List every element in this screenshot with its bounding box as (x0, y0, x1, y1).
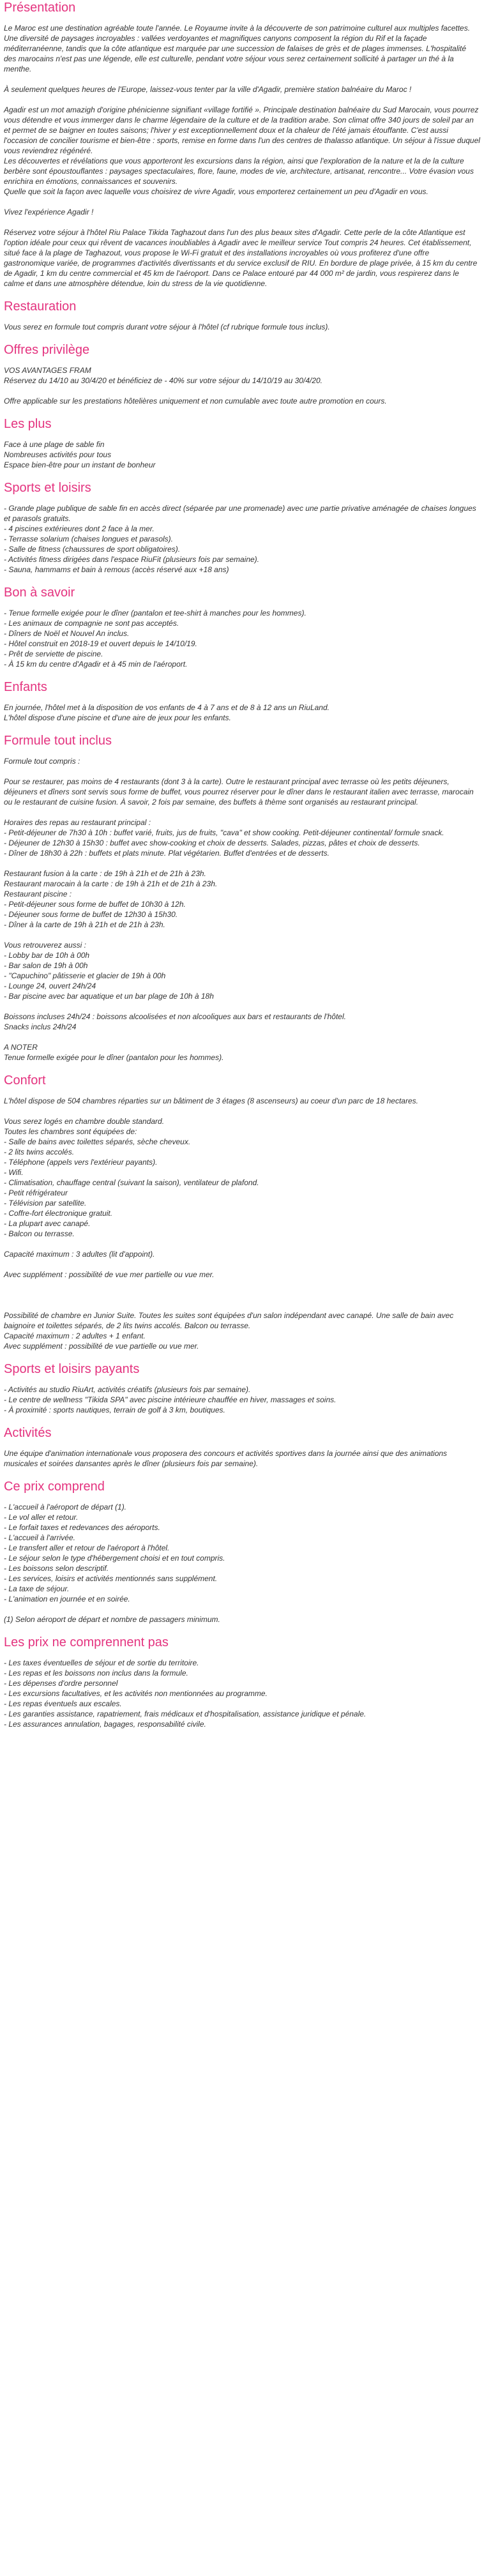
section-paragraph: En journée, l'hôtel met à la disposition de vos enfants de 4 à 7 ans et de 8 à 12 ans un RiuLand. L'hôtel dispose d'une piscine et d'une aire de jeux pour les enfants. (4, 703, 329, 722)
section-paragraph: A NOTER Tenue formelle exigée pour le dîner (pantalon pour les hommes). (4, 1043, 224, 1062)
section-paragraph: Capacité maximum : 3 adultes (lit d'appoint). (4, 1250, 155, 1259)
section-paragraph: Possibilité de chambre en Junior Suite. Toutes les suites sont équipées d'un salon indépendant avec canapé. Une salle de bain avec baignoire et toilettes séparés, de 2 lits twins accolés. Balcon ou terrasse. Capacité maximum : 2 adultes + 1 enfant. Avec supplément : possibilité de vue partielle ou vue mer. (4, 1311, 454, 1351)
section-paragraph: - Grande plage publique de sable fin en accès direct (séparée par une promenade) avec une partie privative aménagée de chaises longues et parasols gratuits. - 4 piscines extérieures dont 2 face à la mer. - Terrasse solarium (chaises longues et parasols). - Salle de fitness (chaussures de sport obligatoires). - Activités fitness dirigées dans l'espace RiuFit (plusieurs fois par semaine). - Sauna, hammams et bain à remous (accès réservé aux +18 ans) (4, 504, 476, 574)
paragraph-spacer (4, 1032, 480, 1042)
paragraph-spacer (4, 807, 480, 817)
section-8 (4, 1073, 480, 1351)
section-title: Activités (4, 1426, 52, 1440)
paragraph-spacer (4, 1280, 480, 1290)
section-9 (4, 1361, 480, 1415)
section-title: Formule tout inclus (4, 734, 112, 748)
paragraph-spacer (4, 386, 480, 396)
section-5 (4, 585, 480, 669)
paragraph-spacer (4, 858, 480, 868)
section-title: Bon à savoir (4, 586, 75, 600)
section-6 (4, 679, 480, 723)
section-3 (4, 416, 480, 470)
section-paragraph (4, 1290, 480, 1300)
section-paragraph: - Les taxes éventuelles de séjour et de sortie du territoire. - Les repas et les boissons non inclus dans la formule. - Les dépenses d'ordre personnel - Les excursions facultatives, et les activités non mentionnées au programme. - Les repas éventuels aux escales. - Les garanties assistance, rapatriement, frais médicaux et d'hospitalisation, assistance juridique et pénale. - Les assurances annulation, bagages, responsabilité civile. (4, 1658, 367, 1729)
section-paragraph: Le Maroc est une destination agréable toute l'année. Le Royaume invite à la découverte de son patrimoine culturel aux multiples facettes. Une diversité de paysages incroyables : vallées verdoyantes et magnifiques canyons composent la région du Rif et la façade méditerranéenne, tandis que la côte atlantique est marquée par une succession de falaises de grès et de plages immenses. L'hospitalité des marocains n'est pas une légende, elle est culturelle, pendant votre séjour vous serez certainement sollicité à partager un thé à la menthe. (4, 24, 471, 73)
section-paragraph: Pour se restaurer, pas moins de 4 restaurants (dont 3 à la carte). Outre le restaurant principal avec terrasse où les petits déjeuners, déjeuners et dîners sont servis sous forme de buffet, vous pourrez réserver pour le dîner dans le restaurant italien avec terrasse, marocain ou le restaurant de cuisine fusion. À savoir, 2 fois par semaine, des buffets à thème sont organisés au restaurant principal. (4, 777, 474, 807)
paragraph-spacer (4, 930, 480, 940)
section-paragraph: - L'accueil à l'aéroport de départ (1). - Le vol aller et retour. - Le forfait taxes et redevances des aéroports. - L'accueil à l'arrivée. - Le transfert aller et retour de l'aéroport à l'hôtel. - Le séjour selon le type d'hébergement choisi et en tout compris. - Les boissons selon descriptif. - Les services, loisirs et activités mentionnés sans supplément. - La taxe de séjour. - L'animation en journée et en soirée. (4, 1503, 225, 1603)
section-title: Offres privilège (4, 343, 90, 357)
section-paragraph: Réservez votre séjour à l'hôtel Riu Palace Tikida Taghazout dans l'un des plus beaux sites d'Agadir. Cette perle de la côte Atlantique est l'option idéale pour ceux qui rêvent de vacances inoubliables à Agadir avec le meilleur service Tout compris 24 heures. Cet établissement, situé face à la plage de Taghazout, vous propose le Wi-Fi gratuit et des installations incroyables où vous profiterez d'une offre gastronomique variée, de programmes d'activités divertissants et du service exclusif de RIU. En bordure de plage privée, à 15 km du centre de Agadir, 1 km du centre commercial et 45 km de l'aéroport. Dans ce Palace entouré par 44 000 m² de jardin, vous respirerez dans le calme et dans une atmosphère détendue, loin du stress de la vie quotidienne. (4, 228, 478, 288)
section-title: Les prix ne comprennent pas (4, 1635, 169, 1649)
section-paragraph: Vous serez en formule tout compris durant votre séjour à l'hôtel (cf rubrique formule tous inclus). (4, 322, 330, 331)
paragraph-spacer (4, 217, 480, 227)
section-title: Sports et loisirs payants (4, 1362, 140, 1376)
section-4 (4, 480, 480, 575)
section-2 (4, 342, 480, 406)
section-paragraph: L'hôtel dispose de 504 chambres réparties sur un bâtiment de 3 étages (8 ascenseurs) au coeur d'un parc de 18 hectares. (4, 1096, 418, 1105)
section-12 (4, 1635, 480, 1729)
paragraph-spacer (4, 766, 480, 777)
paragraph-spacer (4, 95, 480, 105)
section-title: Confort (4, 1073, 46, 1087)
section-title: Restauration (4, 299, 77, 314)
paragraph-spacer (4, 1300, 480, 1310)
section-paragraph: Horaires des repas au restaurant principal : - Petit-déjeuner de 7h30 à 10h : buffet varié, fruits, jus de fruits, "cava" et show cooking. Petit-déjeuner continental/ formule snack. - Déjeuner de 12h30 à 15h30 : buffet avec show-cooking et choix de desserts. Salades, pizzas, pâtes et choix de desserts. - Dîner de 18h30 à 22h : buffets et plats minute. Plat végétarien. Buffet d'entrées et de desserts. (4, 818, 444, 858)
section-paragraph: Vous retrouverez aussi : - Lobby bar de 10h à 00h - Bar salon de 19h à 00h - "Capuchino" pâtisserie et glacier de 19h à 00h - Lounge 24, ouvert 24h/24 - Bar piscine avec bar aquatique et un bar plage de 10h à 18h (4, 941, 214, 1001)
section-paragraph: À seulement quelques heures de l'Europe, laissez-vous tenter par la ville d'Agadir, première station balnéaire du Maroc ! (4, 85, 412, 94)
paragraph-spacer (4, 74, 480, 84)
section-paragraph: VOS AVANTAGES FRAM Réservez du 14/10 au 30/4/20 et bénéficiez de - 40% sur votre séjour du 14/10/19 au 30/4/20. (4, 366, 323, 385)
section-paragraph: (1) Selon aéroport de départ et nombre de passagers minimum. (4, 1615, 220, 1624)
section-title: Ce prix comprend (4, 1480, 105, 1494)
section-paragraph: Face à une plage de sable fin Nombreuses activités pour tous Espace bien-être pour un instant de bonheur (4, 440, 156, 469)
section-paragraph: Offre applicable sur les prestations hôtelières uniquement et non cumulable avec toute autre promotion en cours. (4, 397, 387, 405)
section-paragraph: Une équipe d'animation internationale vous proposera des concours et activités sportives dans la journée ainsi que des animations musicales et soirées dansantes après le dîner (plusieurs fois par semaine). (4, 1449, 448, 1468)
section-title: Enfants (4, 680, 47, 694)
paragraph-spacer (4, 1106, 480, 1116)
paragraph-spacer (4, 1604, 480, 1614)
section-paragraph: - Tenue formelle exigée pour le dîner (pantalon et tee-shirt à manches pour les hommes). - Les animaux de compagnie ne sont pas acceptés. - Dîners de Noël et Nouvel An inclus. - Hôtel construit en 2018-19 et ouvert depuis le 14/10/19. - Prêt de serviette de piscine. - À 15 km du centre d'Agadir et à 45 min de l'aéroport. (4, 609, 306, 669)
section-1 (4, 299, 480, 332)
section-11 (4, 1479, 480, 1625)
section-paragraph: Restaurant fusion à la carte : de 19h à 21h et de 21h à 23h. Restaurant marocain à la carte : de 19h à 21h et de 21h à 23h. Restaurant piscine : - Petit-déjeuner sous forme de buffet de 10h30 à 12h. - Déjeuner sous forme de buffet de 12h30 à 15h30. - Dîner à la carte de 19h à 21h et de 21h à 23h. (4, 869, 218, 929)
section-0 (4, 0, 480, 289)
section-paragraph: - Activités au studio RiuArt, activités créatifs (plusieurs fois par semaine). - Le centre de wellness "Tikida SPA" avec piscine intérieure chauffée en hiver, massages et soins. - À proximité : sports nautiques, terrain de golf à 3 km, boutiques. (4, 1385, 337, 1414)
section-paragraph: Boissons incluses 24h/24 : boissons alcoolisées et non alcooliques aux bars et restaurants de l'hôtel. Snacks inclus 24h/24 (4, 1012, 346, 1031)
section-title: Présentation (4, 1, 76, 15)
section-title: Les plus (4, 417, 52, 431)
paragraph-spacer (4, 1239, 480, 1249)
section-10 (4, 1425, 480, 1469)
section-7 (4, 733, 480, 1063)
section-title: Sports et loisirs (4, 481, 91, 495)
section-paragraph: Vous serez logés en chambre double standard. Toutes les chambres sont équipées de: - Salle de bains avec toilettes séparés, sèche cheveux. - 2 lits twins accolés. - Téléphone (appels vers l'extérieur payants). - Wifi. - Climatisation, chauffage central (suivant la saison), ventilateur de plafond. - Petit réfrigérateur - Télévision par satellite. - Coffre-fort électronique gratuit. - La plupart avec canapé. - Balcon ou terrasse. (4, 1117, 259, 1238)
section-paragraph: Vivez l'expérience Agadir ! (4, 208, 94, 216)
paragraph-spacer (4, 197, 480, 207)
section-paragraph: Agadir est un mot amazigh d'origine phénicienne signifiant «village fortifié ». Principale destination balnéaire du Sud Marocain, vous pourrez vous détendre et vous immerger dans le charme légendaire de la culture et de la tradition arabe. Son climat offre 340 jours de soleil par an et permet de se baigner en toutes saisons; l'hiver y est exceptionnellement doux et la chaleur de l'été jamais étouffante. C'est aussi l'occasion de concilier tourisme et bien-être : sports, remise en forme dans l'un des centres de thalasso atlantique. Un séjour à l'issue duquel vous reviendrez régénéré. Les découvertes et révélations que vous apporteront les excursions dans la région, ainsi que l'exploration de la nature et la de la culture berbère sont époustouflantes : paysages spectaculaires, flore, faune, modes de vie, architecture, artisanat, rencontre... Votre évasion vous enrichira en émotions, connaissances et souvenirs. Quelle que soit la façon avec laquelle vous choisirez de vivre Agadir, vous emporterez certainement un peu d'Agadir en vous. (4, 105, 480, 196)
section-paragraph: Avec supplément : possibilité de vue mer partielle ou vue mer. (4, 1270, 215, 1279)
paragraph-spacer (4, 1001, 480, 1011)
section-paragraph: Formule tout compris : (4, 757, 80, 766)
paragraph-spacer (4, 1259, 480, 1269)
